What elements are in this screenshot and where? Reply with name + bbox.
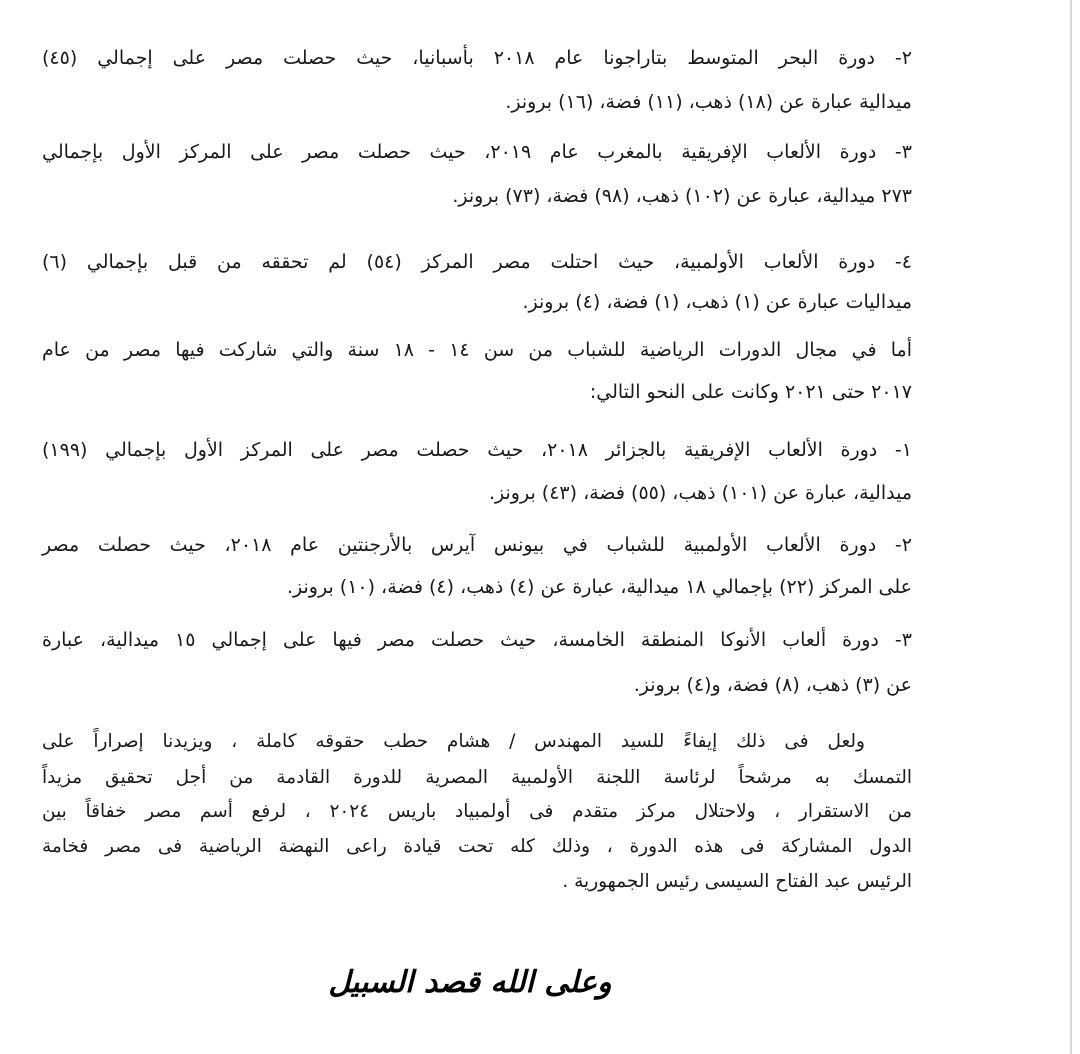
paragraph-8-line: الدول المشاركة فى هذه الدورة ، وذلك كله تحت قيادة راعى النهضة الرياضية فى مصر فخامة xyxy=(42,836,912,857)
paragraph-3-line: ٤- دورة الألعاب الأولمبية، حيث احتلت مصر المركز (٥٤) لم تحققه من قبل بإجمالي (٦) xyxy=(42,251,912,273)
paragraph-5-line: ميدالية، عبارة عن (١٠١) ذهب، (٥٥) فضة، (٤٣) برونز. xyxy=(489,482,912,504)
paragraph-1-line: ٢- دورة البحر المتوسط بتاراجونا عام ٢٠١٨ بأسبانيا، حيث حصلت مصر على إجمالي (٤٥) xyxy=(42,47,912,69)
paragraph-7-line: عن (٣) ذهب، (٨) فضة، و(٤) برونز. xyxy=(633,674,912,696)
paragraph-4-line: ٢٠١٧ حتى ٢٠٢١ وكانت على النحو التالي: xyxy=(589,381,912,403)
page-edge xyxy=(1070,0,1072,1054)
closing-signature-line: وعلى الله قصد السبيل xyxy=(328,965,612,1000)
paragraph-2-line: ٢٧٣ ميدالية، عبارة عن (١٠٢) ذهب، (٩٨) فضة، (٧٣) برونز. xyxy=(452,185,912,207)
paragraph-8-line: ولعل فى ذلك إيفاءً للسيد المهندس / هشام حطب حقوقه كاملة ، ويزيدنا إصراراً على xyxy=(42,731,865,752)
paragraph-2-line: ٣- دورة الألعاب الإفريقية بالمغرب عام ٢٠١٩، حيث حصلت مصر على المركز الأول بإجمالي xyxy=(42,141,912,163)
paragraph-8-line: الرئيس عبد الفتاح السيسى رئيس الجمهورية . xyxy=(562,871,912,892)
paragraph-4-line: أما في مجال الدورات الرياضية للشباب من سن ١٤ - ١٨ سنة والتي شاركت فيها مصر من عام xyxy=(42,339,913,361)
paragraph-8-line: التمسك به مرشحاً لرئاسة اللجنة الأولمبية المصرية للدورة القادمة من أجل تحقيق مزيداً xyxy=(42,767,912,788)
paragraph-7-line: ٣- دورة ألعاب الأنوكا المنطقة الخامسة، حيث حصلت مصر فيها على إجمالي ١٥ ميدالية، عبارة xyxy=(42,629,912,651)
paragraph-5-line: ١- دورة الألعاب الإفريقية بالجزائر ٢٠١٨، حيث حصلت مصر على المركز الأول بإجمالي (١٩٩) xyxy=(42,439,913,461)
paragraph-1-line: ميدالية عبارة عن (١٨) ذهب، (١١) فضة، (١٦) برونز. xyxy=(505,91,912,113)
paragraph-6-line: على المركز (٢٢) بإجمالي ١٨ ميدالية، عبارة عن (٤) ذهب، (٤) فضة، (١٠) برونز. xyxy=(286,576,912,598)
paragraph-3-line: ميداليات عبارة عن (١) ذهب، (١) فضة، (٤) برونز. xyxy=(522,291,912,313)
paragraph-8-line: من الاستقرار ، ولاحتلال مركز متقدم فى أولمبياد باريس ٢٠٢٤ ، لرفع أسم مصر خفاقاً بين xyxy=(42,801,912,822)
paragraph-6-line: ٢- دورة الألعاب الأولمبية للشباب في بيونس آيرس بالأرجنتين عام ٢٠١٨، حيث حصلت مصر xyxy=(42,534,912,556)
